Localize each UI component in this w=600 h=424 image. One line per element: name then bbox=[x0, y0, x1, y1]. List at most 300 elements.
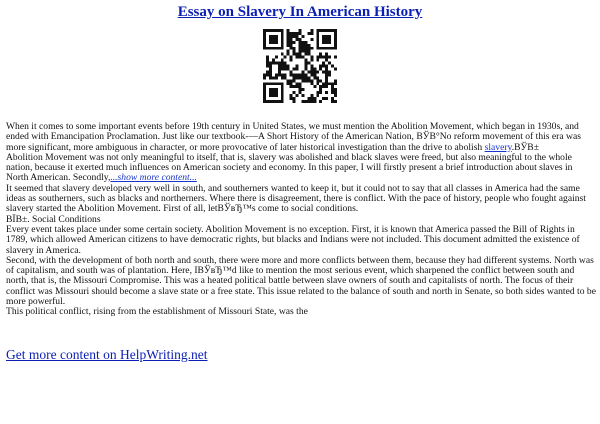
qr-module bbox=[281, 76, 284, 79]
qr-module bbox=[313, 76, 316, 79]
qr-module bbox=[281, 53, 284, 56]
qr-module bbox=[275, 82, 278, 85]
qr-module bbox=[310, 65, 313, 68]
qr-module bbox=[293, 67, 296, 70]
qr-module bbox=[299, 85, 302, 88]
qr-module bbox=[319, 100, 322, 103]
qr-module bbox=[301, 35, 304, 38]
qr-module bbox=[331, 29, 334, 32]
qr-module bbox=[301, 70, 304, 73]
qr-module bbox=[316, 29, 319, 32]
qr-module bbox=[269, 73, 272, 76]
qr-module bbox=[299, 32, 302, 35]
qr-module bbox=[275, 88, 278, 91]
qr-module bbox=[316, 47, 319, 50]
qr-module bbox=[278, 29, 281, 32]
qr-module bbox=[266, 70, 269, 73]
qr-module bbox=[304, 67, 307, 70]
qr-module bbox=[266, 59, 269, 62]
qr-module bbox=[293, 91, 296, 94]
qr-module bbox=[275, 56, 278, 59]
qr-module bbox=[310, 73, 313, 76]
paragraph-intro-text: When it comes to some important events before 19th century in United States, we must mention the Abolition Movement, which began in 1930s, and ended with Emancipation Proclamation. Just like our textbook-—A Short History of the American Nation, ВЎВ°No reform movement of this era was more significant, more ambiguous in character, or more provocative of later historical investigation than the drive to abolish bbox=[6, 121, 581, 153]
qr-module bbox=[328, 73, 331, 76]
qr-module bbox=[269, 47, 272, 50]
qr-module bbox=[266, 62, 269, 65]
qr-module bbox=[275, 62, 278, 65]
qr-module bbox=[266, 56, 269, 59]
qr-module bbox=[301, 88, 304, 91]
qr-module bbox=[304, 100, 307, 103]
qr-module bbox=[263, 44, 266, 47]
qr-module bbox=[316, 59, 319, 62]
qr-module bbox=[328, 62, 331, 65]
qr-module bbox=[307, 32, 310, 35]
qr-module bbox=[299, 47, 302, 50]
qr-module bbox=[313, 85, 316, 88]
qr-module bbox=[319, 53, 322, 56]
qr-module bbox=[293, 35, 296, 38]
qr-module bbox=[281, 44, 284, 47]
qr-module bbox=[275, 47, 278, 50]
qr-module bbox=[310, 47, 313, 50]
qr-module bbox=[287, 53, 290, 56]
qr-module bbox=[304, 53, 307, 56]
qr-module bbox=[316, 38, 319, 41]
qr-module bbox=[328, 56, 331, 59]
qr-module bbox=[293, 76, 296, 79]
qr-module bbox=[287, 82, 290, 85]
qr-module bbox=[299, 50, 302, 53]
page-title bbox=[0, 4, 600, 21]
qr-module bbox=[296, 65, 299, 68]
qr-module bbox=[299, 44, 302, 47]
qr-module bbox=[272, 35, 275, 38]
qr-module bbox=[263, 85, 266, 88]
qr-module bbox=[310, 70, 313, 73]
qr-module bbox=[263, 47, 266, 50]
qr-module bbox=[290, 47, 293, 50]
section-heading-social-conditions: ВЇВ±. Social Conditions bbox=[6, 213, 101, 225]
qr-module bbox=[269, 94, 272, 97]
qr-module bbox=[296, 32, 299, 35]
qr-module bbox=[278, 100, 281, 103]
qr-module bbox=[296, 67, 299, 70]
qr-module bbox=[278, 67, 281, 70]
qr-module bbox=[290, 56, 293, 59]
qr-module bbox=[299, 82, 302, 85]
qr-module bbox=[281, 82, 284, 85]
qr-module bbox=[269, 38, 272, 41]
qr-module bbox=[287, 67, 290, 70]
qr-module bbox=[263, 76, 266, 79]
qr-module bbox=[325, 38, 328, 41]
qr-module bbox=[287, 41, 290, 44]
qr-module bbox=[307, 100, 310, 103]
qr-module bbox=[290, 79, 293, 82]
qr-module bbox=[287, 79, 290, 82]
qr-module bbox=[316, 41, 319, 44]
qr-module bbox=[266, 65, 269, 68]
qr-module bbox=[296, 56, 299, 59]
qr-module bbox=[325, 82, 328, 85]
qr-module bbox=[299, 76, 302, 79]
qr-module bbox=[325, 67, 328, 70]
qr-module bbox=[269, 65, 272, 68]
qr-module bbox=[328, 82, 331, 85]
qr-module bbox=[304, 41, 307, 44]
qr-module bbox=[263, 73, 266, 76]
qr-module bbox=[287, 29, 290, 32]
qr-module bbox=[272, 76, 275, 79]
qr-module bbox=[310, 38, 313, 41]
qr-module bbox=[307, 70, 310, 73]
qr-module bbox=[293, 53, 296, 56]
qr-module bbox=[275, 41, 278, 44]
qr-module bbox=[331, 47, 334, 50]
qr-module bbox=[296, 38, 299, 41]
qr-module bbox=[275, 94, 278, 97]
qr-module bbox=[299, 53, 302, 56]
qr-module bbox=[307, 47, 310, 50]
qr-module bbox=[269, 76, 272, 79]
qr-module bbox=[284, 67, 287, 70]
qr-module bbox=[310, 94, 313, 97]
qr-module bbox=[281, 59, 284, 62]
qr-module bbox=[281, 94, 284, 97]
essay-body bbox=[6, 122, 596, 318]
qr-module bbox=[325, 56, 328, 59]
qr-module bbox=[281, 47, 284, 50]
qr-module bbox=[319, 67, 322, 70]
qr-module bbox=[275, 73, 278, 76]
qr-module bbox=[301, 41, 304, 44]
qr-module bbox=[272, 59, 275, 62]
qr-module bbox=[299, 41, 302, 44]
qr-code-icon bbox=[263, 29, 337, 103]
qr-module bbox=[263, 91, 266, 94]
qr-module bbox=[278, 47, 281, 50]
qr-module bbox=[272, 29, 275, 32]
qr-module bbox=[328, 41, 331, 44]
qr-module bbox=[278, 73, 281, 76]
qr-module bbox=[266, 82, 269, 85]
qr-module bbox=[269, 62, 272, 65]
qr-module bbox=[322, 38, 325, 41]
qr-module bbox=[331, 85, 334, 88]
qr-module bbox=[266, 29, 269, 32]
qr-module bbox=[322, 97, 325, 100]
qr-module bbox=[293, 79, 296, 82]
qr-module bbox=[290, 32, 293, 35]
qr-module bbox=[301, 56, 304, 59]
qr-module bbox=[290, 85, 293, 88]
qr-module bbox=[296, 73, 299, 76]
qr-module bbox=[284, 62, 287, 65]
qr-module bbox=[287, 32, 290, 35]
qr-module bbox=[325, 35, 328, 38]
qr-module bbox=[313, 70, 316, 73]
qr-module bbox=[263, 41, 266, 44]
qr-module bbox=[319, 47, 322, 50]
qr-module bbox=[325, 73, 328, 76]
qr-module bbox=[304, 73, 307, 76]
qr-module bbox=[313, 73, 316, 76]
qr-module bbox=[322, 41, 325, 44]
qr-module bbox=[299, 38, 302, 41]
qr-module bbox=[293, 100, 296, 103]
qr-module bbox=[272, 91, 275, 94]
qr-module bbox=[299, 56, 302, 59]
qr-module bbox=[310, 32, 313, 35]
qr-module bbox=[269, 88, 272, 91]
qr-module bbox=[269, 41, 272, 44]
qr-module bbox=[325, 65, 328, 68]
qr-module bbox=[275, 100, 278, 103]
qr-module bbox=[316, 35, 319, 38]
qr-module bbox=[301, 47, 304, 50]
qr-module bbox=[301, 44, 304, 47]
qr-module bbox=[322, 62, 325, 65]
qr-module bbox=[322, 85, 325, 88]
qr-module bbox=[313, 67, 316, 70]
qr-module bbox=[322, 47, 325, 50]
qr-module bbox=[325, 91, 328, 94]
qr-module bbox=[325, 29, 328, 32]
qr-module bbox=[334, 44, 337, 47]
qr-module bbox=[310, 97, 313, 100]
qr-module bbox=[304, 62, 307, 65]
qr-module bbox=[275, 91, 278, 94]
qr-module bbox=[281, 41, 284, 44]
qr-module bbox=[263, 100, 266, 103]
title-link[interactable]: Essay on Slavery In American History bbox=[177, 4, 423, 20]
qr-module bbox=[328, 47, 331, 50]
qr-module bbox=[307, 62, 310, 65]
qr-module bbox=[281, 85, 284, 88]
qr-module bbox=[301, 94, 304, 97]
qr-module bbox=[269, 67, 272, 70]
qr-module bbox=[269, 70, 272, 73]
paragraph-disagreement: It seemed that slavery developed very well in south, and southerners wanted to keep it, but it could not to say that all classes in America had the same ideas as southerners, such as blacks and northerners. Where there is disagreement, there is conflict. With the pace of history, people who fought against slavery started the Abolition Movement. First of all, letВЎвЂ™s come to social conditions. bbox=[6, 182, 586, 215]
qr-module bbox=[293, 50, 296, 53]
qr-module bbox=[325, 59, 328, 62]
qr-module bbox=[331, 65, 334, 68]
qr-module bbox=[322, 70, 325, 73]
qr-module bbox=[331, 82, 334, 85]
qr-module bbox=[299, 88, 302, 91]
qr-module bbox=[299, 73, 302, 76]
get-more-content-link[interactable]: Get more content on HelpWriting.net bbox=[6, 347, 208, 362]
qr-module bbox=[284, 73, 287, 76]
qr-module bbox=[296, 35, 299, 38]
qr-module bbox=[266, 47, 269, 50]
qr-module bbox=[290, 97, 293, 100]
qr-module bbox=[263, 32, 266, 35]
qr-module bbox=[331, 91, 334, 94]
qr-module bbox=[281, 32, 284, 35]
qr-module bbox=[334, 67, 337, 70]
qr-module bbox=[269, 29, 272, 32]
qr-module bbox=[281, 97, 284, 100]
qr-module bbox=[284, 56, 287, 59]
qr-module bbox=[263, 94, 266, 97]
qr-module bbox=[307, 76, 310, 79]
qr-module bbox=[296, 76, 299, 79]
slavery-link[interactable]: slavery bbox=[484, 141, 512, 153]
qr-module bbox=[310, 56, 313, 59]
qr-module bbox=[272, 94, 275, 97]
qr-module bbox=[293, 47, 296, 50]
qr-module bbox=[296, 85, 299, 88]
qr-module bbox=[310, 82, 313, 85]
qr-module bbox=[307, 44, 310, 47]
qr-module bbox=[310, 79, 313, 82]
qr-module bbox=[281, 62, 284, 65]
qr-module bbox=[334, 38, 337, 41]
qr-module bbox=[334, 79, 337, 82]
qr-module bbox=[304, 44, 307, 47]
qr-module bbox=[293, 97, 296, 100]
qr-module bbox=[290, 38, 293, 41]
qr-module bbox=[316, 44, 319, 47]
qr-module bbox=[307, 53, 310, 56]
footer bbox=[6, 347, 208, 363]
qr-module bbox=[296, 94, 299, 97]
qr-module bbox=[325, 41, 328, 44]
qr-module bbox=[263, 29, 266, 32]
qr-module bbox=[287, 65, 290, 68]
qr-module bbox=[334, 41, 337, 44]
qr-module bbox=[281, 38, 284, 41]
qr-module bbox=[325, 97, 328, 100]
paragraph-abolition bbox=[6, 153, 596, 184]
qr-module bbox=[269, 91, 272, 94]
qr-module bbox=[301, 50, 304, 53]
qr-module bbox=[269, 82, 272, 85]
qr-module bbox=[316, 56, 319, 59]
qr-module bbox=[281, 29, 284, 32]
qr-module bbox=[319, 56, 322, 59]
qr-module bbox=[281, 65, 284, 68]
qr-module bbox=[319, 65, 322, 68]
qr-module bbox=[328, 38, 331, 41]
qr-module bbox=[325, 53, 328, 56]
qr-module bbox=[284, 76, 287, 79]
qr-module bbox=[287, 38, 290, 41]
qr-module bbox=[290, 35, 293, 38]
qr-module bbox=[272, 82, 275, 85]
qr-module bbox=[322, 29, 325, 32]
qr-module bbox=[334, 35, 337, 38]
qr-module bbox=[316, 79, 319, 82]
qr-module bbox=[334, 32, 337, 35]
qr-module bbox=[272, 38, 275, 41]
qr-module bbox=[275, 38, 278, 41]
qr-module bbox=[310, 29, 313, 32]
qr-module bbox=[310, 59, 313, 62]
qr-module bbox=[316, 82, 319, 85]
qr-module bbox=[293, 41, 296, 44]
qr-module bbox=[275, 29, 278, 32]
qr-module bbox=[328, 29, 331, 32]
qr-module bbox=[296, 53, 299, 56]
qr-module bbox=[325, 76, 328, 79]
qr-module bbox=[328, 35, 331, 38]
qr-module bbox=[304, 79, 307, 82]
qr-module bbox=[319, 91, 322, 94]
qr-module bbox=[287, 50, 290, 53]
qr-module bbox=[290, 82, 293, 85]
qr-module bbox=[272, 62, 275, 65]
qr-module bbox=[281, 67, 284, 70]
qr-module bbox=[275, 35, 278, 38]
qr-module bbox=[281, 73, 284, 76]
qr-module bbox=[304, 50, 307, 53]
show-more-link[interactable]: ...show more content... bbox=[110, 172, 197, 184]
qr-module bbox=[299, 91, 302, 94]
qr-module bbox=[331, 88, 334, 91]
qr-module bbox=[304, 59, 307, 62]
qr-module bbox=[334, 47, 337, 50]
qr-module bbox=[322, 82, 325, 85]
qr-module bbox=[334, 82, 337, 85]
qr-module bbox=[301, 100, 304, 103]
paragraph-missouri-compromise: Second, with the development of both north and south, there were more and more conflicts between them, because they had different systems. North was of capitalism, and south was of plantation. Here, IВЎвЂ™d like to mention the most serious event, which sharpened the conflict between south and north, that is, the Missouri Compromise. This was a heated political battle between slave owners of south and capitalists of north. The focus of their conflict was Missouri should become a slave state or a free state. This issue related to the balance of south and north in Senate, so both sides wanted to be more powerful. bbox=[6, 254, 596, 308]
paragraph-political-conflict: This political conflict, rising from the establishment of Missouri State, was the bbox=[6, 306, 308, 318]
qr-module bbox=[313, 97, 316, 100]
qr-module bbox=[334, 88, 337, 91]
qr-module bbox=[307, 50, 310, 53]
qr-module bbox=[278, 70, 281, 73]
qr-module bbox=[334, 91, 337, 94]
qr-module bbox=[281, 35, 284, 38]
qr-module bbox=[319, 79, 322, 82]
qr-module bbox=[278, 62, 281, 65]
qr-module bbox=[334, 56, 337, 59]
qr-module bbox=[281, 100, 284, 103]
qr-module bbox=[290, 44, 293, 47]
qr-module bbox=[290, 59, 293, 62]
qr-module bbox=[325, 79, 328, 82]
qr-module bbox=[263, 82, 266, 85]
qr-module bbox=[334, 100, 337, 103]
qr-module bbox=[290, 94, 293, 97]
qr-module bbox=[290, 73, 293, 76]
qr-module bbox=[278, 82, 281, 85]
qr-module bbox=[284, 65, 287, 68]
qr-module bbox=[263, 35, 266, 38]
qr-module bbox=[307, 79, 310, 82]
qr-module bbox=[325, 70, 328, 73]
qr-module bbox=[272, 47, 275, 50]
qr-module bbox=[269, 100, 272, 103]
qr-module bbox=[272, 100, 275, 103]
qr-module bbox=[301, 73, 304, 76]
qr-module bbox=[319, 85, 322, 88]
paragraph-intro bbox=[6, 122, 596, 153]
qr-module bbox=[293, 32, 296, 35]
qr-module bbox=[272, 41, 275, 44]
qr-module bbox=[322, 65, 325, 68]
paragraph-abolition-text: Abolition Movement was not only meaningful to itself, that is, slavery was abolished and black slaves were freed, but also meaningful to the whole nation, because it exerted much influences on American society and economy. In this paper, I will firstly present a brief introduction about slaves in North American. Secondly, bbox=[6, 151, 573, 184]
paragraph-intro-tail: .ВЎВ± bbox=[511, 141, 539, 153]
qr-module bbox=[266, 100, 269, 103]
qr-module bbox=[281, 88, 284, 91]
qr-module bbox=[310, 100, 313, 103]
qr-module bbox=[301, 79, 304, 82]
qr-module bbox=[269, 35, 272, 38]
